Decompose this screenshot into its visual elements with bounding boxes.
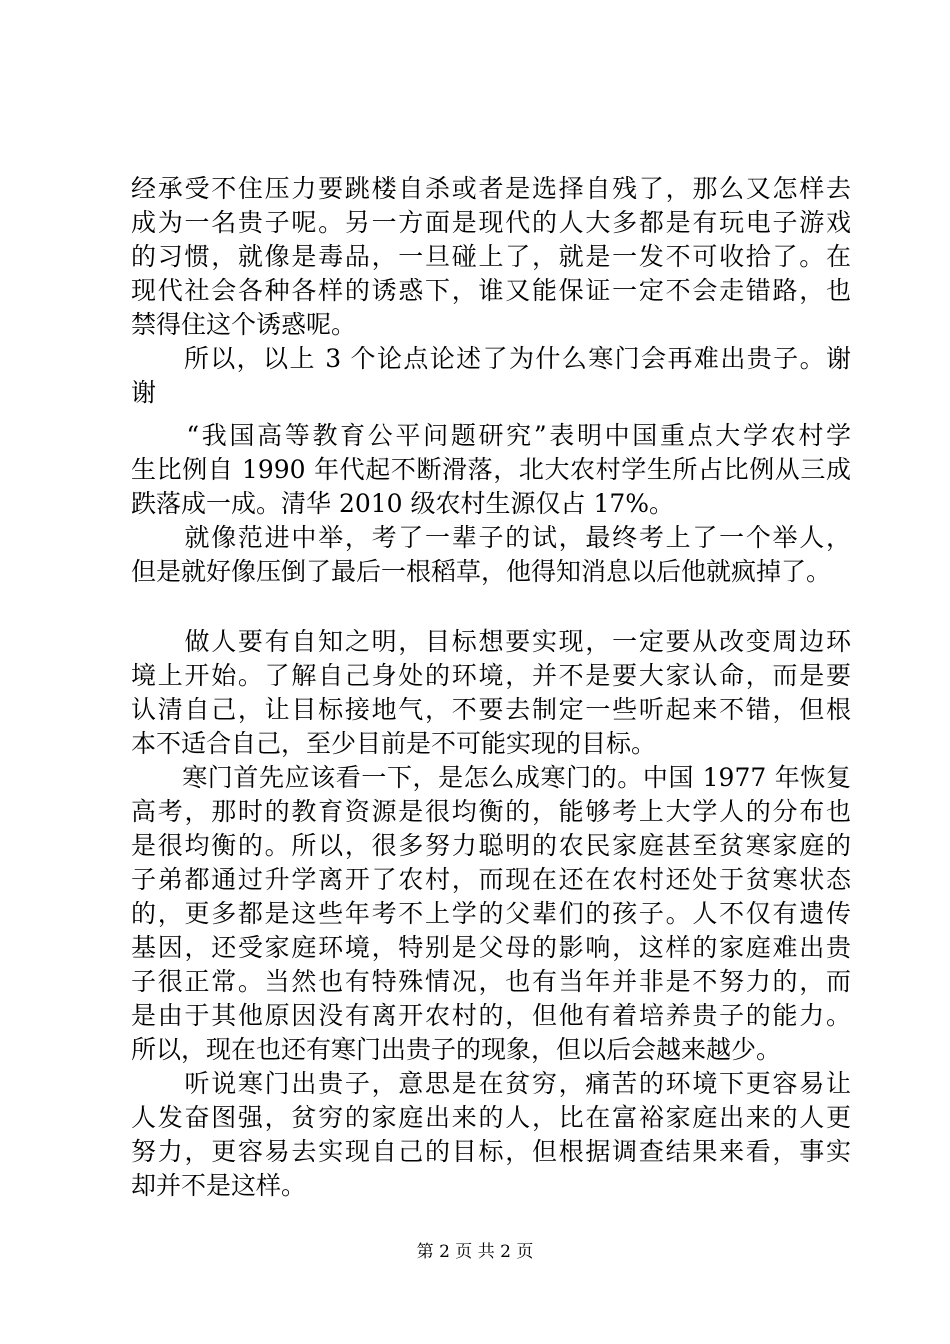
text-line: 子很正常。当然也有特殊情况，也有当年并非是不努力的，而	[131, 967, 851, 996]
text-line: “我国高等教育公平问题研究”表明中国重点大学农村学	[131, 421, 851, 450]
text-line: 但是就好像压倒了最后一根稻草，他得知消息以后他就疯掉了。	[131, 557, 832, 586]
text-line: 所以，以上 3 个论点论述了为什么寒门会再难出贵子。谢	[131, 344, 851, 373]
text-line: 境上开始。了解自己身处的环境，并不是要大家认命，而是要	[131, 661, 851, 690]
text-line: 高考，那时的教育资源是很均衡的，能够考上大学人的分布也	[131, 797, 851, 826]
text-line: 做人要有自知之明，目标想要实现，一定要从改变周边环	[131, 627, 851, 656]
text-line: 基因，还受家庭环境，特别是父母的影响，这样的家庭难出贵	[131, 933, 851, 962]
text-line: 经承受不住压力要跳楼自杀或者是选择自残了，那么又怎样去	[131, 174, 851, 203]
text-line: 就像范进中举，考了一辈子的试，最终考上了一个举人，	[131, 523, 851, 552]
text-line: 努力，更容易去实现自己的目标，但根据调查结果来看，事实	[131, 1137, 851, 1166]
text-line: 本不适合自己，至少目前是不可能实现的目标。	[131, 729, 657, 758]
text-line: 寒门首先应该看一下，是怎么成寒门的。中国 1977 年恢复	[131, 763, 851, 792]
text-line: 是由于其他原因没有离开农村的，但他有着培养贵子的能力。	[131, 1001, 851, 1030]
text-line: 的习惯，就像是毒品，一旦碰上了，就是一发不可收拾了。在	[131, 242, 851, 271]
text-line: 禁得住这个诱惑呢。	[131, 310, 357, 339]
text-line: 谢	[131, 378, 157, 407]
text-line: 听说寒门出贵子，意思是在贫穷，痛苦的环境下更容易让	[131, 1069, 851, 1098]
text-line: 成为一名贵子呢。另一方面是现代的人大多都是有玩电子游戏	[131, 208, 851, 237]
text-line: 跌落成一成。清华 2010 级农村生源仅占 17%。	[131, 489, 675, 518]
text-line: 是很均衡的。所以，很多努力聪明的农民家庭甚至贫寒家庭的	[131, 831, 851, 860]
text-line: 生比例自 1990 年代起不断滑落，北大农村学生所占比例从三成	[131, 455, 851, 484]
text-line: 所以，现在也还有寒门出贵子的现象，但以后会越来越少。	[131, 1035, 782, 1064]
page-number-footer: 第 2 页 共 2 页	[416, 1242, 534, 1262]
text-line: 现代社会各种各样的诱惑下，谁又能保证一定不会走错路，也	[131, 276, 851, 305]
text-line: 子弟都通过升学离开了农村，而现在还在农村还处于贫寒状态	[131, 865, 851, 894]
text-line: 人发奋图强，贫穷的家庭出来的人，比在富裕家庭出来的人更	[131, 1103, 851, 1132]
text-line: 却并不是这样。	[131, 1171, 307, 1200]
text-line: 认清自己，让目标接地气，不要去制定一些听起来不错，但根	[131, 695, 851, 724]
text-line: 的，更多都是这些年考不上学的父辈们的孩子。人不仅有遗传	[131, 899, 851, 928]
